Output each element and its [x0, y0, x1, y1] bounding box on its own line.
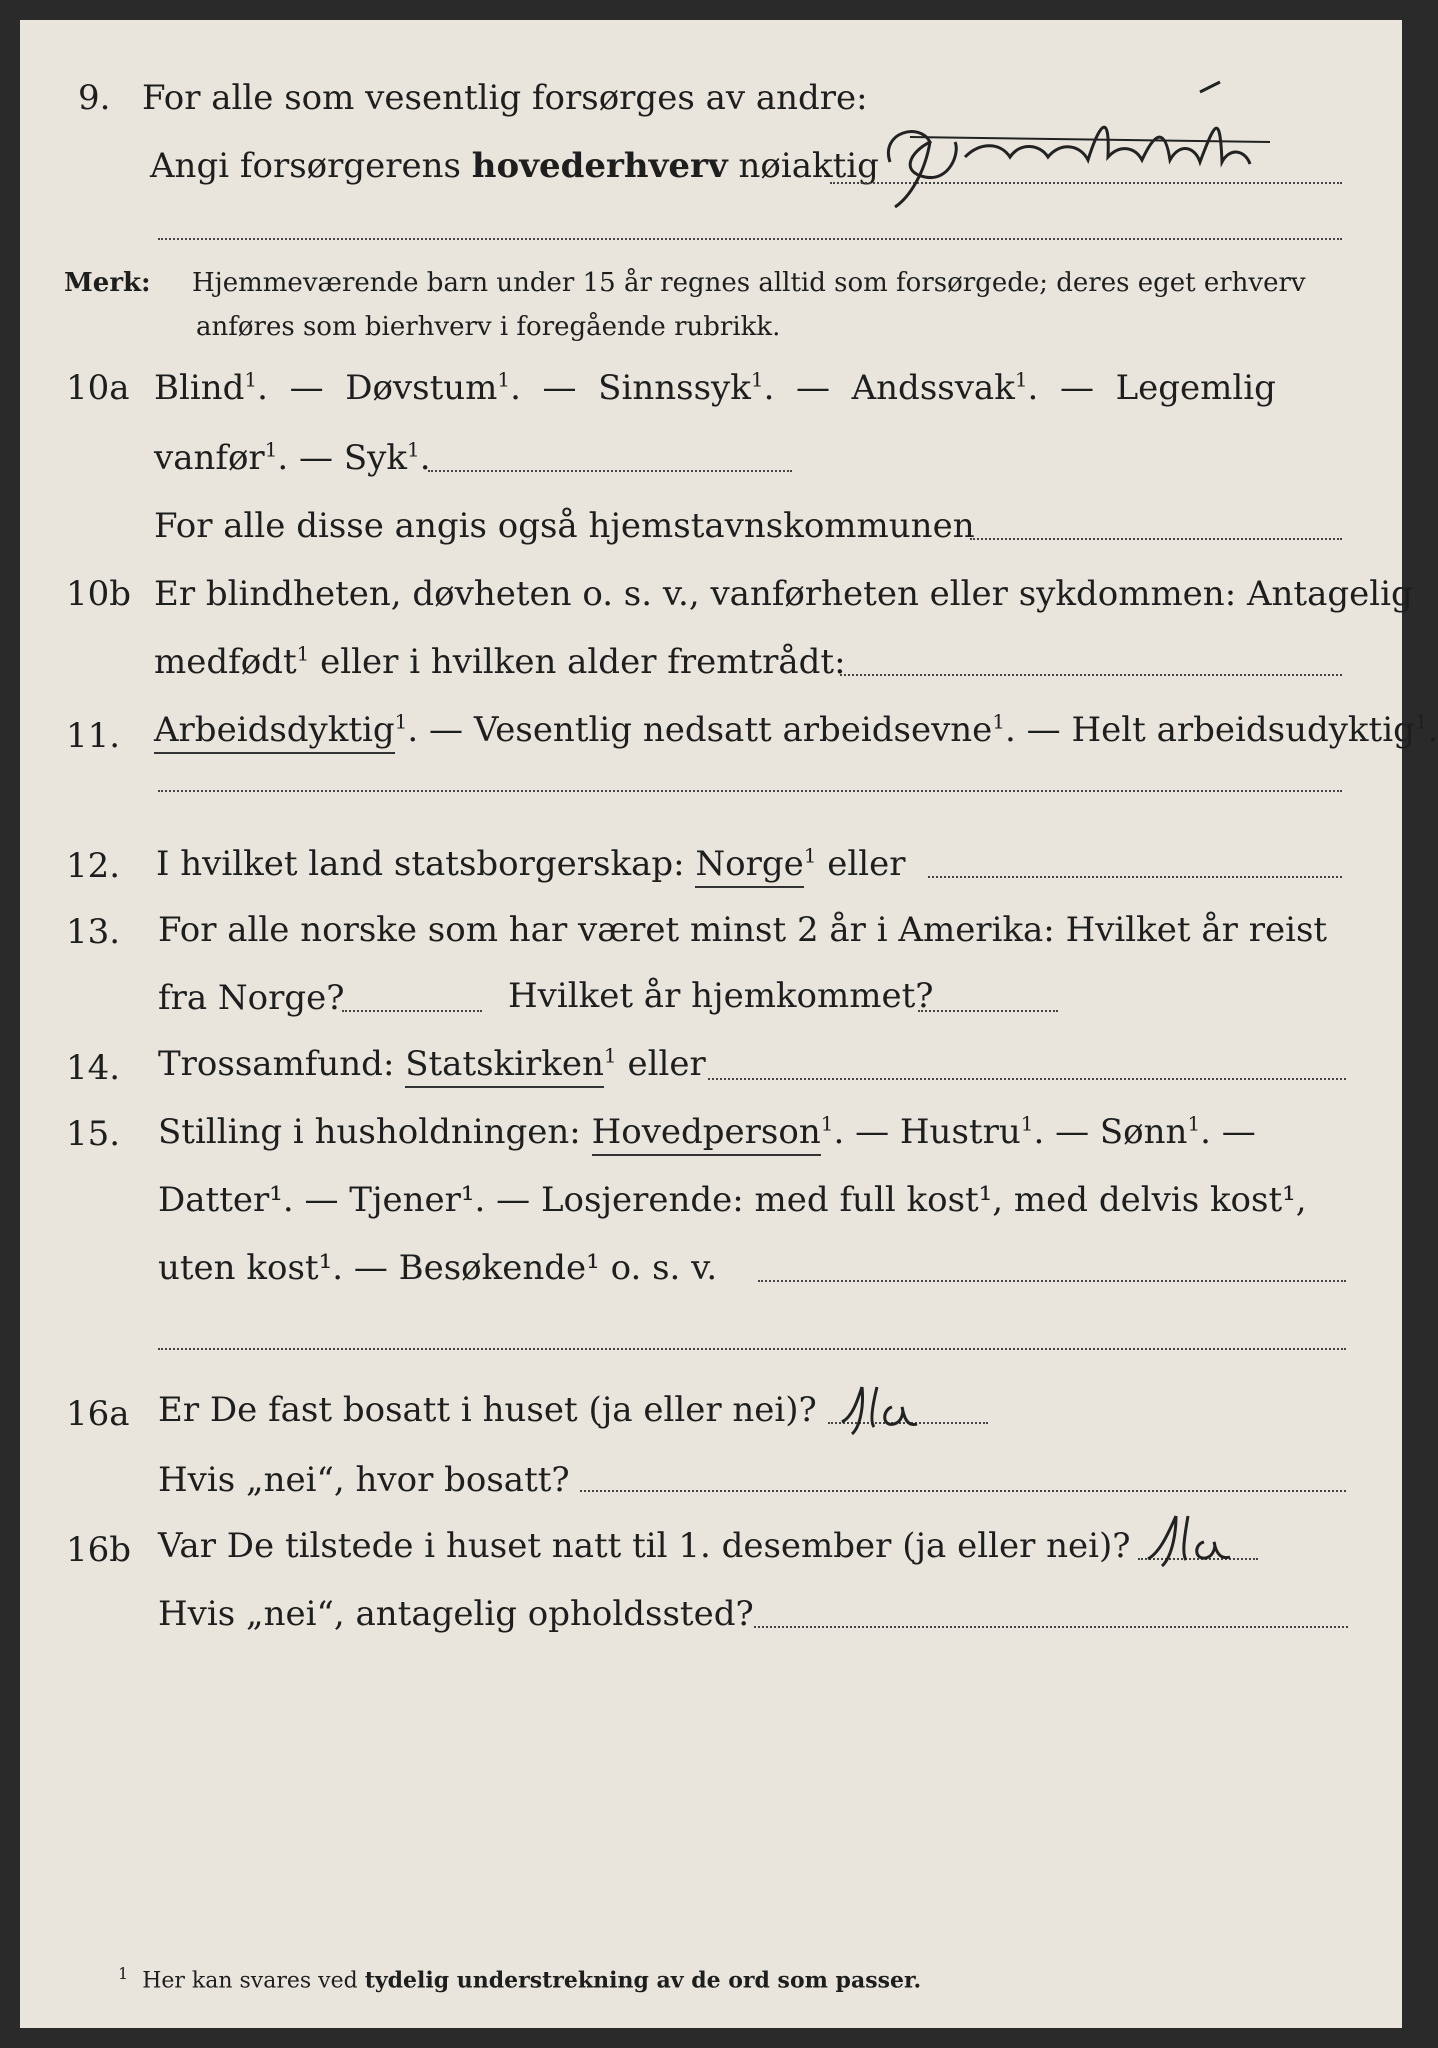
q10a-number: 10a — [66, 368, 130, 408]
q10a-sinnssyk: Sinnssyk — [598, 368, 751, 408]
q13-line2a: fra Norge? — [158, 978, 345, 1018]
q15-extra-line — [158, 1348, 1346, 1350]
q14-a: Trossamfund: — [158, 1044, 406, 1084]
q11-number: 11. — [66, 716, 121, 756]
q15-hovedperson-underlined: Hovedperson — [592, 1112, 821, 1156]
sup: 1 — [264, 437, 278, 462]
q16a-line2: Hvis „nei“, hvor bosatt? — [158, 1460, 570, 1500]
q13-reist-line — [342, 1010, 482, 1012]
merk-line1: Hjemmeværende barn under 15 år regnes alltid som forsørgede; deres eget erhverv — [192, 268, 1306, 298]
q10b-line2-tail: eller i hvilken alder fremtrådt: — [309, 642, 846, 682]
q16b-opholdssted-line — [754, 1626, 1348, 1628]
q10a-blind: Blind — [154, 368, 245, 408]
census-form-page — [20, 20, 1438, 2028]
q15-c: . — Sønn — [1033, 1112, 1188, 1152]
q13-line1: For alle norske som har været minst 2 år i Amerika: Hvilket år reist — [158, 910, 1328, 950]
sup: 1 — [1020, 1111, 1034, 1136]
q13-hjemkommet-line — [918, 1010, 1058, 1012]
q16a-bosatt-line — [580, 1490, 1346, 1492]
sup: 1 — [1414, 709, 1428, 734]
q14-answer-line — [708, 1078, 1346, 1080]
q9-number: 9. — [78, 78, 111, 118]
q10a-legemlig: Legemlig — [1115, 368, 1276, 408]
q16b-number: 16b — [66, 1530, 132, 1570]
q10b-line1: Er blindheten, døvheten o. s. v., vanførheten eller sykdommen: Antagelig — [154, 574, 1413, 614]
q12-answer-line — [928, 876, 1342, 878]
sup: 1 — [1014, 367, 1028, 392]
q16b-handwritten-ja — [1140, 1504, 1240, 1574]
sup: 1 — [296, 641, 310, 666]
q15-b: . — Hustru — [833, 1112, 1021, 1152]
q9-line2-c: nøiaktig — [727, 146, 879, 186]
q12-number: 12. — [66, 846, 121, 886]
q10a-line2: vanfør$^1$. — Syk$^1$. — [154, 437, 431, 478]
sup: 1 — [406, 437, 420, 462]
q14-statskirken-underlined: Statskirken — [405, 1044, 604, 1088]
q16b-line2: Hvis „nei“, antagelig opholdssted? — [158, 1594, 754, 1634]
q9-line1: For alle som vesentlig forsørges av andre: — [142, 78, 868, 118]
q15-number: 15. — [66, 1114, 121, 1154]
q12-b: eller — [816, 844, 906, 884]
q11-c: . — Helt arbeidsudyktig — [1005, 710, 1415, 750]
q9-extra-line — [158, 238, 1342, 240]
q13-line2b: Hvilket år hjemkommet? — [508, 976, 934, 1016]
q15-line2: Datter¹. — Tjener¹. — Losjerende: med full kost¹, med delvis kost¹, — [158, 1180, 1307, 1220]
q10a-andssvak: Andssvak — [851, 368, 1015, 408]
sup: 1 — [1187, 1111, 1201, 1136]
q14-b: eller — [616, 1044, 706, 1084]
merk-line2: anføres som bierhverv i foregående rubrikk. — [196, 312, 781, 342]
merk-label: Merk: — [64, 268, 151, 298]
q9-line2-a: Angi forsørgerens — [150, 146, 472, 186]
sup: 1 — [244, 367, 258, 392]
q12-line — [156, 844, 906, 884]
q10a-syk: Syk — [343, 438, 407, 478]
q15-d: . — — [1200, 1112, 1256, 1152]
q10a-line3: For alle disse angis også hjemstavnskommunen — [154, 506, 975, 546]
q16a-handwritten-ja — [832, 1372, 932, 1442]
sup: 1 — [820, 1111, 834, 1136]
footnote-mark: 1 — [118, 1964, 129, 1983]
q11-line: Arbeidsdyktig$^1$. — Vesentlig nedsatt arbeidsevne$^1$. — Helt arbeidsudyktig$^1$. — [154, 710, 1438, 750]
q14-line — [158, 1044, 706, 1084]
q10a-line1: Blind$^1$. — Døvstum$^1$. — Sinnssyk$^1$. — Andssvak$^1$. — Legemlig — [154, 367, 1276, 408]
q12-a: I hvilket land statsborgerskap: — [156, 844, 696, 884]
q11-b: . — Vesentlig nedsatt arbeidsevne — [407, 710, 993, 750]
q10a-vanfor: vanfør — [154, 438, 265, 478]
q15-answer-line — [758, 1280, 1346, 1282]
q15-a: Stilling i husholdningen: — [158, 1112, 592, 1152]
footnote — [118, 1960, 921, 1995]
sup: 1 — [992, 709, 1006, 734]
q15-line3: uten kost¹. — Besøkende¹ o. s. v. — [158, 1248, 718, 1288]
q10a-dovstum: Døvstum — [345, 368, 498, 408]
q13-number: 13. — [66, 912, 121, 952]
sup: 1 — [497, 367, 511, 392]
q10a-syk-line — [428, 470, 792, 472]
sup: 1 — [603, 1043, 617, 1068]
q9-line2 — [150, 146, 879, 186]
sup: 1 — [394, 709, 408, 734]
footnote-b: tydelig understrekning — [364, 1967, 649, 1994]
footnote-a: Her kan svares ved — [142, 1968, 365, 1994]
q12-norge-underlined: Norge — [695, 844, 803, 888]
q15-line1 — [158, 1112, 1256, 1152]
sup: 1 — [803, 843, 817, 868]
q10b-medfodt: medfødt — [154, 642, 297, 682]
q9-line2-hovederhverv: hovederhverv — [471, 146, 728, 186]
q10b-line2 — [154, 642, 846, 682]
sup: 1 — [750, 367, 764, 392]
q11-arbeidsdyktig-underlined: Arbeidsdyktig — [154, 710, 395, 754]
footnote-c: av de ord som passer. — [648, 1967, 922, 1994]
q10b-answer-line — [840, 674, 1342, 676]
q14-number: 14. — [66, 1048, 121, 1088]
q10a-hjemstavn-line — [970, 538, 1342, 540]
q16a-line1: Er De fast bosatt i huset (ja eller nei)? — [158, 1390, 817, 1430]
q9-handwritten-answer — [870, 82, 1290, 212]
q16b-line1: Var De tilstede i huset natt til 1. desember (ja eller nei)? — [158, 1526, 1131, 1566]
q10b-number: 10b — [66, 574, 132, 614]
q11-extra-line — [158, 790, 1342, 792]
q16a-number: 16a — [66, 1394, 130, 1434]
